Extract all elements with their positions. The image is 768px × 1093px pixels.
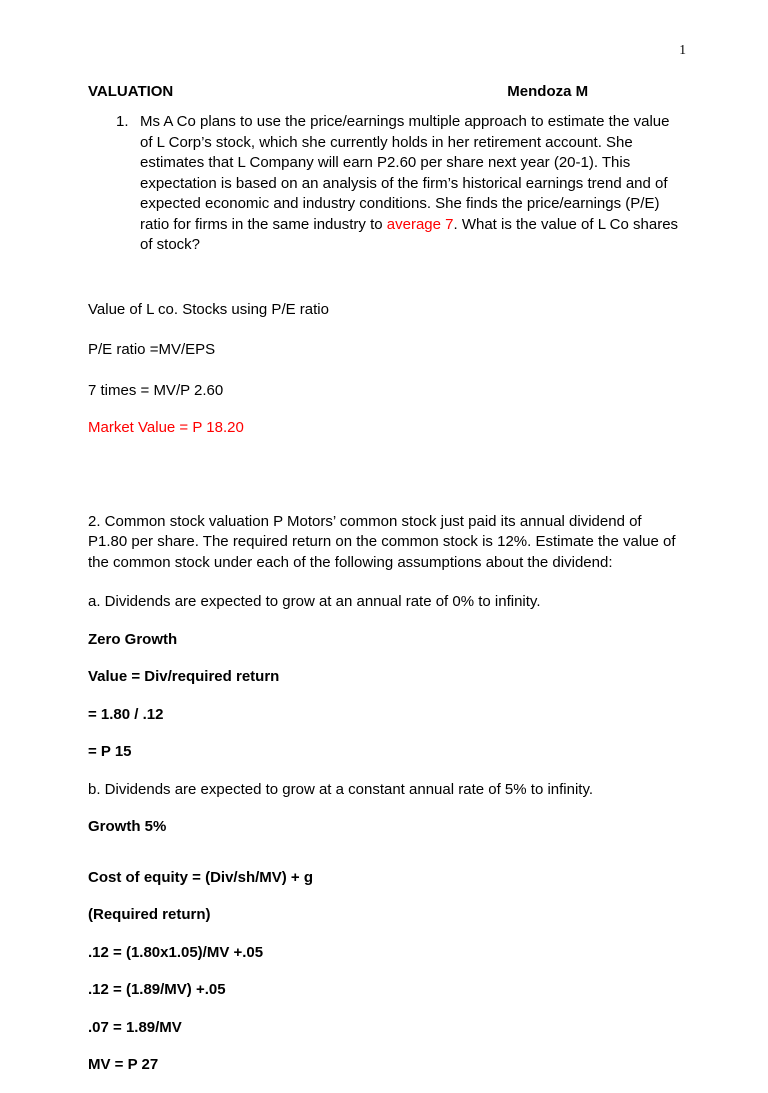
question-1-text-part2: . What is the value of L Co shares of stock? xyxy=(140,215,679,253)
solution-1-heading: Value of L co. Stocks using P/E ratio xyxy=(88,300,329,318)
document-title: VALUATION xyxy=(88,83,174,100)
document-header xyxy=(88,82,680,102)
part-b-prompt: b. Dividends are expected to grow at a constant annual rate of 5% to infinity. xyxy=(88,780,594,798)
spacer-1 xyxy=(88,256,680,300)
part-b-line-4: MV = P 27 xyxy=(88,1056,159,1073)
part-a-heading: Zero Growth xyxy=(88,630,178,648)
solution-1-answer: Market Value = P 18.20 xyxy=(88,419,244,436)
part-b-line-2: .12 = (1.89/MV) +.05 xyxy=(88,981,226,998)
question-list xyxy=(88,112,680,256)
part-b-line-3: .07 = 1.89/MV xyxy=(88,1018,182,1036)
question-1-marker: 1. xyxy=(116,113,129,130)
spacer-2 xyxy=(88,456,680,512)
part-b-line-1: .12 = (1.80x1.05)/MV +.05 xyxy=(88,943,264,961)
part-a-line-2: = 1.80 / .12 xyxy=(88,705,164,723)
question-item-1 xyxy=(88,112,680,256)
document-body xyxy=(88,82,680,1093)
spacer-3 xyxy=(88,838,680,868)
page-number: 1 xyxy=(679,42,686,57)
part-a-line-1: Value = Div/required return xyxy=(88,668,280,685)
part-a-line-3: = P 15 xyxy=(88,743,132,760)
solution-1-formula: P/E ratio =MV/EPS xyxy=(88,341,216,358)
part-b-heading: Growth 5% xyxy=(88,818,167,835)
part-b-formula-line-2: (Required return) xyxy=(88,906,211,923)
part-b-formula-line-1: Cost of equity = (Div/sh/MV) + g xyxy=(88,868,314,886)
question-2-text: 2. Common stock valuation P Motors’ common stock just paid its annual dividend of P1.80 per share. The required return on the common stock is 12%. Estimate the value of the common stock under each of the following assumptions about the dividend: xyxy=(88,512,676,571)
question-1-text-part1: Ms A Co plans to use the price/earnings multiple approach to estimate the value of L Corp’s stock, which she currently holds in her retirement account. She estimates that L Company will earn P2.60 per share next year (20-1). This expectation is based on an analysis of the firm’s historical earnings trend and of expected economic and industry conditions. She finds the price/earnings (P/E) ratio for firms in the same industry to xyxy=(140,113,670,233)
question-1-highlight: average 7 xyxy=(386,215,454,233)
part-a-prompt: a. Dividends are expected to grow at an annual rate of 0% to infinity. xyxy=(88,593,541,610)
document-author: Mendoza M xyxy=(507,83,589,100)
solution-1-step-1: 7 times = MV/P 2.60 xyxy=(88,381,224,399)
